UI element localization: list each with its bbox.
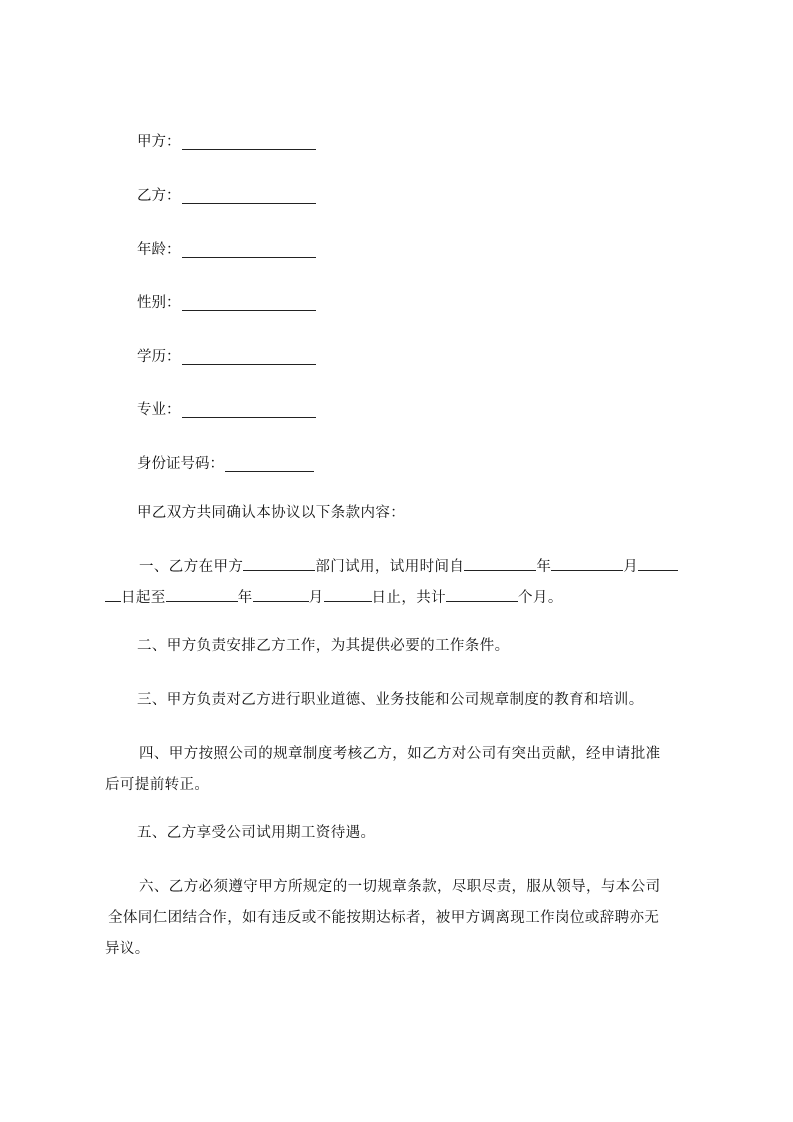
field-major [137,398,316,422]
blank-end-day[interactable] [324,583,372,602]
clause-2: 二、甲方负责安排乙方工作，为其提供必要的工作条件。 [137,638,510,654]
blank-department[interactable] [243,552,315,571]
field-blank[interactable] [225,454,314,472]
field-blank[interactable] [182,186,316,204]
blank-start-day[interactable] [638,552,678,571]
blank-end-month[interactable] [253,583,309,602]
blank-start-month[interactable] [551,552,623,571]
field-blank[interactable] [182,240,316,258]
blank-start-year[interactable] [464,552,536,571]
clause-1: 一、乙方在甲方 部门试用，试用时间自 年 月 日起至 年 月 日止，共计 个月。 [105,552,705,614]
field-label: 专业： [137,402,181,418]
field-id-number [137,452,314,476]
clause-3: 三、甲方负责对乙方进行职业道德、业务技能和公司规章制度的教育和培训。 [137,692,644,708]
clause-6: 六、乙方必须遵守甲方所规定的一切规章条款，尽职尽责，服从领导，与本公司 全体同仁团结合作，如有违反或不能按期达标者，被甲方调离现工作岗位或辞聘亦无 异议。 [105,879,661,957]
blank-total-months[interactable] [446,583,518,602]
field-blank[interactable] [182,400,316,418]
field-label: 年龄： [137,242,181,258]
field-label: 身份证号码： [137,456,224,472]
field-blank[interactable] [182,132,316,150]
clause-4: 四、甲方按照公司的规章制度考核乙方，如乙方对公司有突出贡献，经申请批准 后可提前转正。 [105,746,661,793]
blank-end-year[interactable] [166,583,238,602]
field-party-a [137,130,316,154]
field-education [137,345,316,369]
field-party-b [137,184,316,208]
field-label: 甲方： [137,134,181,150]
blank-start-day-cont[interactable] [105,583,121,602]
field-label: 性别： [137,295,181,311]
field-blank[interactable] [182,293,316,311]
field-label: 乙方： [137,188,181,204]
field-age [137,238,316,262]
field-blank[interactable] [182,347,316,365]
intro-paragraph: 甲乙双方共同确认本协议以下条款内容： [137,505,406,521]
field-gender [137,291,316,315]
clause-5: 五、乙方享受公司试用期工资待遇。 [137,825,376,841]
field-label: 学历： [137,349,181,365]
